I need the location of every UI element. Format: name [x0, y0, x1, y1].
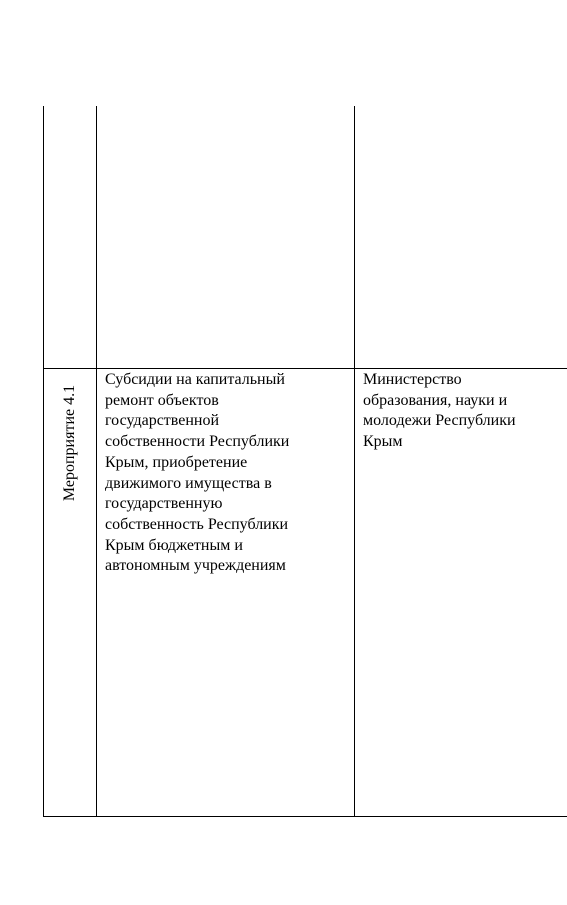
- executor-cell-text: Министерство образования, науки и молодежи Республики Крым: [363, 371, 516, 451]
- table-column-divider-2: [354, 106, 355, 817]
- table-column-divider-1: [96, 106, 97, 817]
- row-label-cell: [44, 369, 96, 816]
- table-bottom-border: [43, 816, 567, 817]
- description-cell-text: Субсидии на капитальный ремонт объектов государственной собственности Республики Крым, приобретение движимого имущества в государственную собственность Республики Крым бюджетным и автономным учреждениям: [105, 371, 290, 575]
- row-label: Мероприятие 4.1: [61, 384, 78, 502]
- table-row-divider: [43, 368, 567, 369]
